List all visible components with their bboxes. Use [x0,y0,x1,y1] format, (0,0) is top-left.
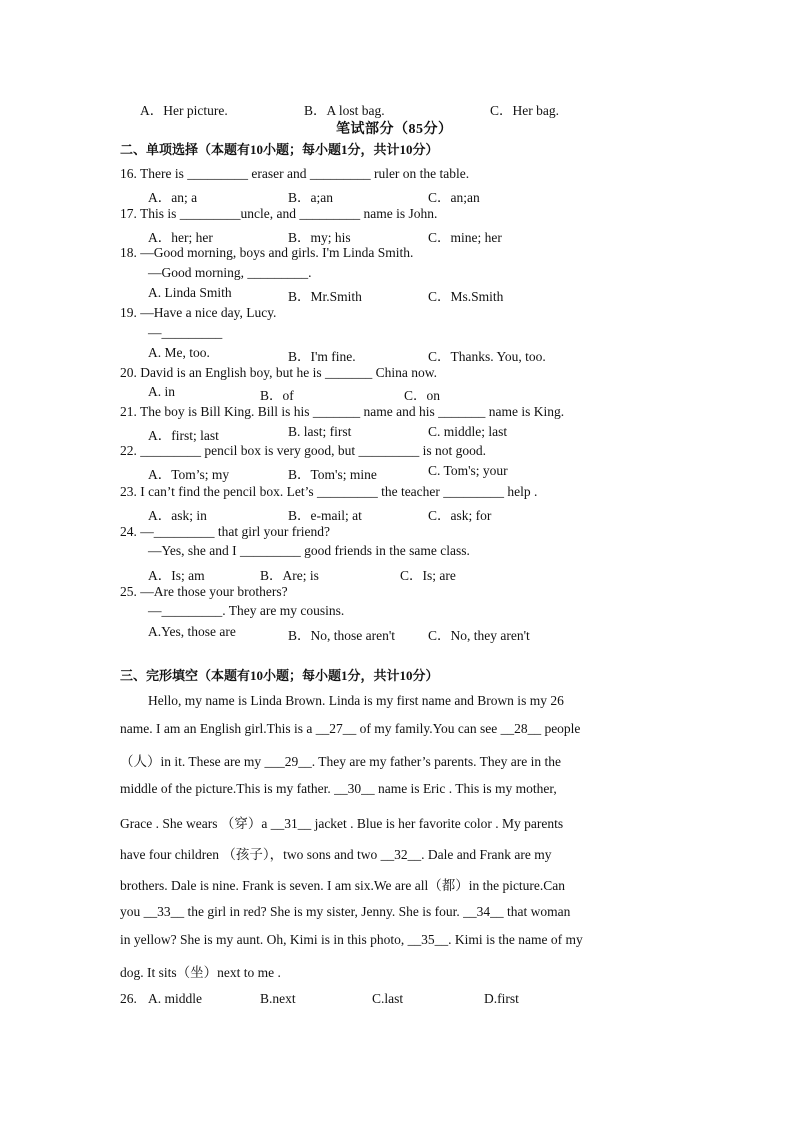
q24-stem: 24. —_________ that girl your friend? [120,524,330,539]
q16-option-c: C．an;an [428,190,480,205]
q20-option-c: C．on [404,388,441,403]
passage-line: Grace . She wears （穿）a __31__ jacket . Blue is her favorite color . My parents [120,816,564,831]
passage-line: brothers. Dale is nine. Frank is seven. I am six.We are all（都）in the picture.Can [120,878,566,893]
q17-option-c: C．mine; her [428,230,502,245]
q23-stem: 23. I can’t find the pencil box. Let’s _________ the teacher _________ help . [120,484,538,499]
q17-option-b: B．my; his [288,230,351,245]
q18-stem: 18. —Good morning, boys and girls. I'm Linda Smith. [120,245,414,260]
section2-title: 二、单项选择（本题有10小题；每小题1分，共计10分） [120,142,439,157]
q23-option-c: C．ask; for [428,508,492,523]
q25-stem: 25. —Are those your brothers? [120,584,288,599]
q26-option-c: C.last [372,991,404,1006]
q25-option-a: A.Yes, those are [148,624,236,639]
q18-option-c: C．Ms.Smith [428,289,504,304]
q22-option-c: C. Tom's; your [428,463,508,478]
q17-stem: 17. This is _________uncle, and _________ name is John. [120,206,438,221]
q26-option-b: B.next [260,991,296,1006]
q21-option-c: C. middle; last [428,424,508,439]
q19-stem: 19. —Have a nice day, Lucy. [120,305,277,320]
q25-response: —_________. They are my cousins. [148,603,345,618]
q22-option-a: A．Tom’s; my [148,467,230,482]
passage-line: dog. It sits（坐）next to me . [120,965,281,980]
q26-label: 26. [120,991,137,1006]
passage-line: Hello, my name is Linda Brown. Linda is my first name and Brown is my 26 [148,693,564,708]
q19-option-a: A. Me, too. [148,345,210,360]
q16-option-b: B．a;an [288,190,333,205]
top-option-b: B．A lost bag. [304,103,385,118]
q18-option-b: B．Mr.Smith [288,289,362,304]
q20-stem: 20. David is an English boy, but he is _______ China now. [120,365,437,380]
q18-option-a: A. Linda Smith [148,285,232,300]
q22-stem: 22. _________ pencil box is very good, but _________ is not good. [120,443,486,458]
q26-option-d: D.first [484,991,519,1006]
q19-option-c: C．Thanks. You, too. [428,349,546,364]
q21-stem: 21. The boy is Bill King. Bill is his _______ name and his _______ name is King. [120,404,565,419]
written-part-title: 笔试部分（85分） [336,122,453,137]
passage-line: you __33__ the girl in red? She is my sister, Jenny. She is four. __34__ that woman [120,904,571,919]
passage-line: name. I am an English girl.This is a __27__ of my family.You can see __28__ people [120,721,581,736]
q19-option-b: B．I'm fine. [288,349,356,364]
q16-stem: 16. There is _________ eraser and _________ ruler on the table. [120,166,470,181]
q23-option-a: A．ask; in [148,508,207,523]
q20-option-b: B．of [260,388,294,403]
q24-option-c: C．Is; are [400,568,456,583]
q24-option-a: A．Is; am [148,568,205,583]
q22-option-b: B．Tom's; mine [288,467,377,482]
passage-line: in yellow? She is my aunt. Oh, Kimi is in this photo, __35__. Kimi is the name of my [120,932,583,947]
q23-option-b: B．e-mail; at [288,508,362,523]
passage-line: （人）in it. These are my ___29__. They are my father’s parents. They are in the [120,754,562,769]
q26-option-a: A. middle [148,991,202,1006]
q21-option-a: A．first; last [148,428,219,443]
passage-line: middle of the picture.This is my father. __30__ name is Eric . This is my mother, [120,781,557,796]
q24-option-b: B．Are; is [260,568,319,583]
passage-line: have four children （孩子），two sons and two __32__. Dale and Frank are my [120,847,552,862]
q20-option-a: A. in [148,384,175,399]
q16-option-a: A．an; a [148,190,198,205]
q17-option-a: A．her; her [148,230,213,245]
q21-option-b: B. last; first [288,424,352,439]
q19-response: —_________ [148,325,223,340]
q25-option-b: B．No, those aren't [288,628,396,643]
section3-title: 三、完形填空（本题有10小题；每小题1分，共计10分） [120,668,439,683]
q24-response: —Yes, she and I _________ good friends in the same class. [148,543,470,558]
q18-response: —Good morning, _________. [148,265,312,280]
q25-option-c: C．No, they aren't [428,628,530,643]
top-option-a: A．Her picture. [140,103,228,118]
top-option-c: C．Her bag. [490,103,559,118]
